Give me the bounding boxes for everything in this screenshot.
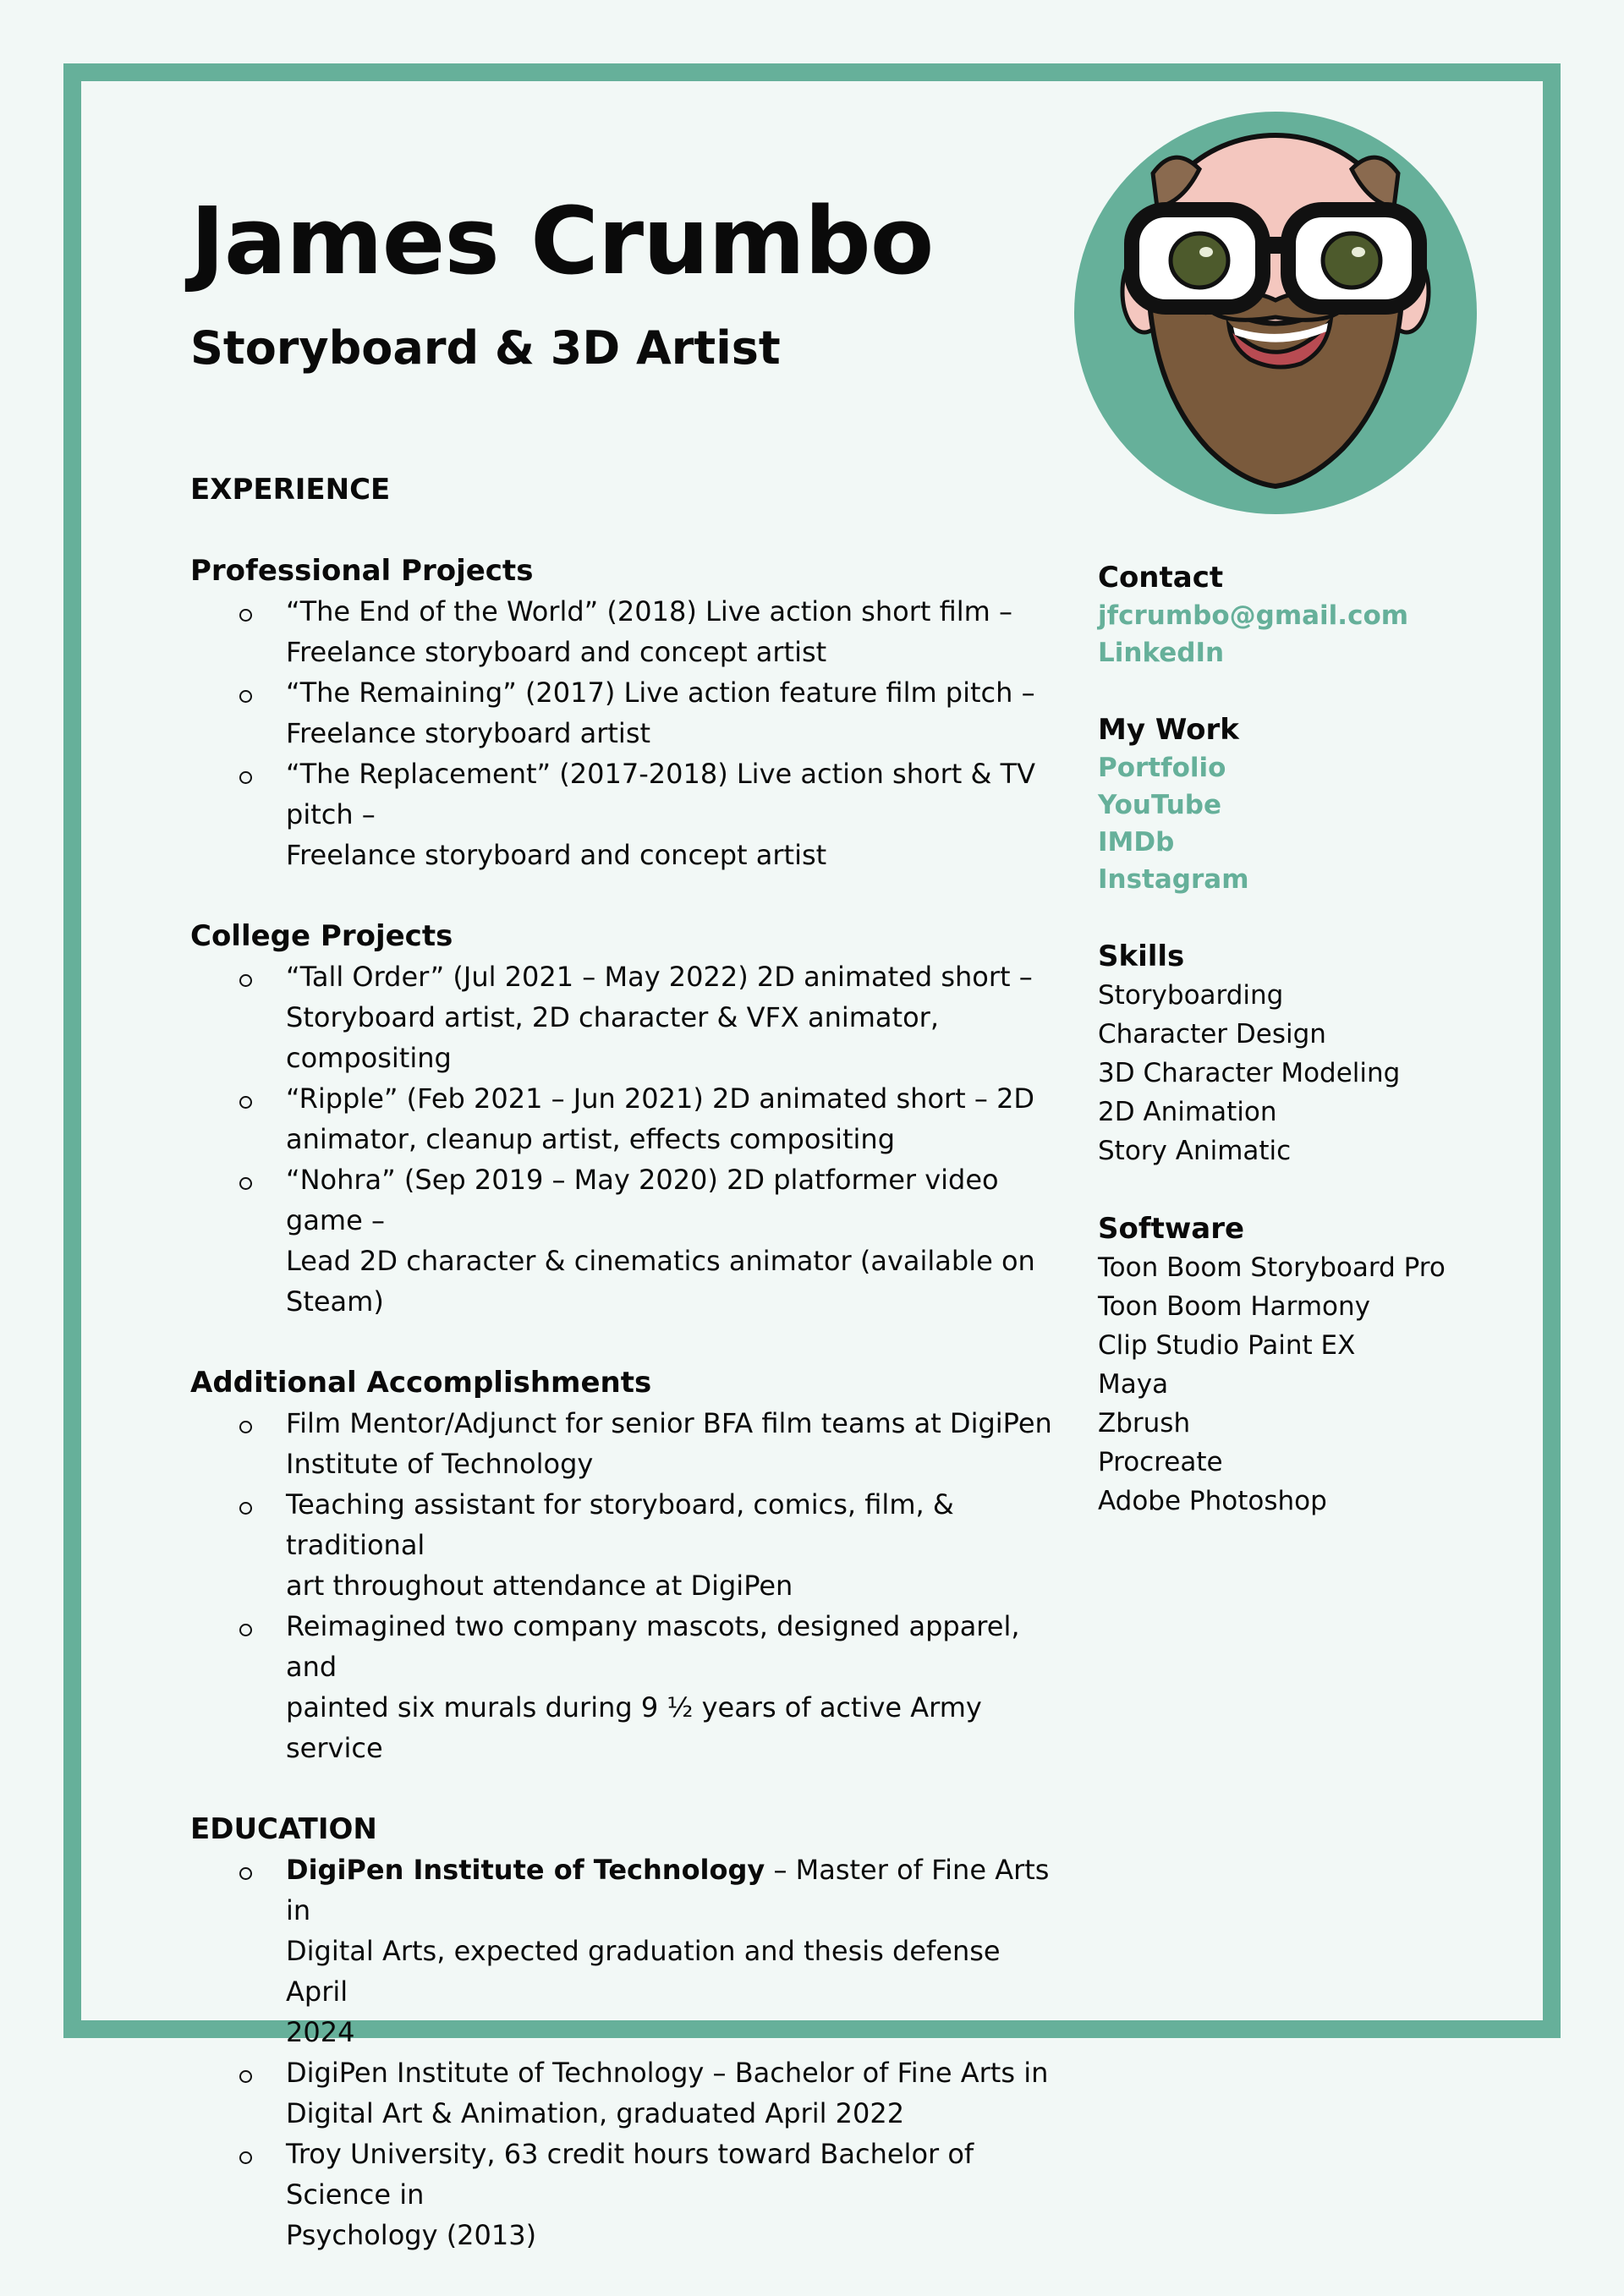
additional-accomplishments-heading: Additional Accomplishments <box>190 1366 652 1400</box>
resume-role: Storyboard & 3D Artist <box>190 321 781 375</box>
additional-accomplishments-list <box>190 1403 1070 1768</box>
portfolio-link[interactable]: Portfolio <box>1098 753 1226 783</box>
avatar-portrait-icon <box>1073 110 1479 516</box>
software-item: Adobe Photoshop <box>1098 1486 1327 1516</box>
sidebar <box>1098 558 1521 1559</box>
software-heading: Software <box>1098 1212 1245 1246</box>
list-item: “The End of the World” (2018) Live action short film – Freelance storyboard and concept artist <box>286 591 1070 672</box>
professional-projects-heading: Professional Projects <box>190 554 534 588</box>
list-item <box>286 1849 1070 2052</box>
list-item: Film Mentor/Adjunct for senior BFA film teams at DigiPen Institute of Technology <box>286 1403 1070 1484</box>
list-item: DigiPen Institute of Technology – Bachelor of Fine Arts in Digital Art & Animation, graduated April 2022 <box>286 2052 1070 2134</box>
contact-section <box>1098 558 1521 671</box>
software-item: Maya <box>1098 1369 1169 1400</box>
degree-description: – Master of Fine Arts in Digital Arts, expected graduation and thesis defense April 2024 <box>286 1854 1050 2048</box>
skills-heading: Skills <box>1098 940 1185 973</box>
skill-item: Storyboarding <box>1098 980 1284 1011</box>
education-heading: EDUCATION <box>190 1812 377 1846</box>
list-item: Troy University, 63 credit hours toward Bachelor of Science in Psychology (2013) <box>286 2134 1070 2255</box>
contact-heading: Contact <box>1098 561 1224 595</box>
instagram-link[interactable]: Instagram <box>1098 864 1249 895</box>
college-projects-list <box>190 956 1070 1322</box>
college-projects-heading: College Projects <box>190 919 453 953</box>
skill-item: 2D Animation <box>1098 1097 1277 1127</box>
skill-item: 3D Character Modeling <box>1098 1058 1401 1088</box>
list-item: “Tall Order” (Jul 2021 – May 2022) 2D animated short – Storyboard artist, 2D character & VFX animator, compositing <box>286 956 1070 1078</box>
my-work-heading: My Work <box>1098 713 1239 747</box>
software-item: Toon Boom Storyboard Pro <box>1098 1252 1446 1283</box>
list-item: “The Remaining” (2017) Live action feature film pitch – Freelance storyboard artist <box>286 672 1070 753</box>
school-name: DigiPen Institute of Technology <box>286 1854 765 1886</box>
resume-name: James Crumbo <box>190 187 934 295</box>
skill-item: Character Design <box>1098 1019 1326 1049</box>
professional-projects-list <box>190 591 1070 875</box>
experience-heading: EXPERIENCE <box>190 473 391 507</box>
list-item: “Nohra” (Sep 2019 – May 2020) 2D platformer video game – Lead 2D character & cinematics animator (available on Steam) <box>286 1159 1070 1322</box>
education-list <box>190 1849 1070 2255</box>
email-link[interactable]: jfcrumbo@gmail.com <box>1098 600 1409 631</box>
skills-section <box>1098 937 1521 1170</box>
linkedin-link[interactable]: LinkedIn <box>1098 638 1225 668</box>
main-column <box>190 469 1070 2296</box>
youtube-link[interactable]: YouTube <box>1098 790 1221 820</box>
software-item: Toon Boom Harmony <box>1098 1291 1371 1322</box>
list-item: “Ripple” (Feb 2021 – Jun 2021) 2D animated short – 2D animator, cleanup artist, effects compositing <box>286 1078 1070 1159</box>
software-item: Zbrush <box>1098 1408 1191 1438</box>
skill-item: Story Animatic <box>1098 1136 1292 1166</box>
software-item: Procreate <box>1098 1447 1223 1477</box>
list-item: “The Replacement” (2017-2018) Live action short & TV pitch – Freelance storyboard and concept artist <box>286 753 1070 875</box>
software-section <box>1098 1209 1521 1521</box>
software-item: Clip Studio Paint EX <box>1098 1330 1356 1361</box>
imdb-link[interactable]: IMDb <box>1098 827 1175 858</box>
my-work-section <box>1098 710 1521 898</box>
list-item: Reimagined two company mascots, designed apparel, and painted six murals during 9 ½ years of active Army service <box>286 1606 1070 1768</box>
list-item: Teaching assistant for storyboard, comics, film, & traditional art throughout attendance at DigiPen <box>286 1484 1070 1606</box>
